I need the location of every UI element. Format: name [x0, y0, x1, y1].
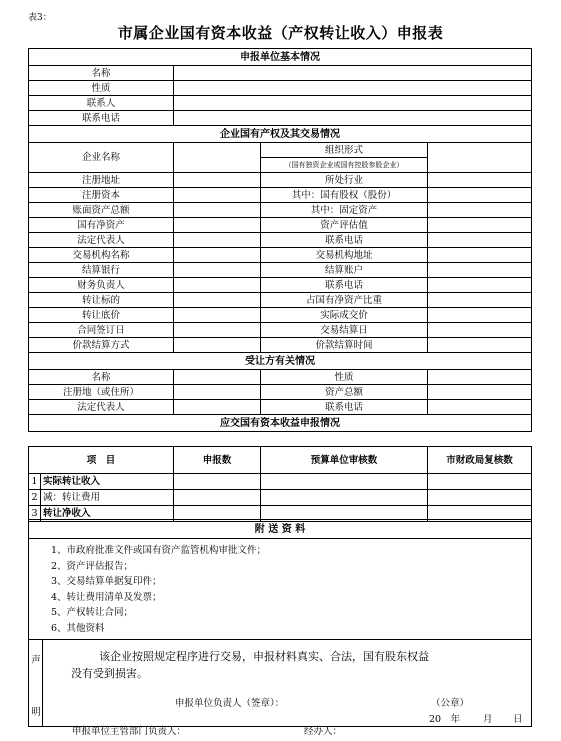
equity-label-left: 注册地址 — [29, 173, 174, 188]
section-revenue-title: 应交国有资本收益申报情况 — [29, 415, 532, 432]
transferee-value-left[interactable] — [174, 370, 261, 385]
revenue-declared-value[interactable] — [174, 490, 261, 506]
transferee-label-left: 法定代表人 — [29, 400, 174, 415]
equity-label-right: 交易结算日 — [261, 323, 428, 338]
basic-info-value[interactable] — [174, 111, 532, 126]
date-month: 月 — [483, 714, 493, 725]
transferee-label-right: 联系电话 — [261, 400, 428, 415]
equity-label-left: 结算银行 — [29, 263, 174, 278]
revenue-item-label: 减：转让费用 — [41, 490, 174, 506]
equity-label-left: 法定代表人 — [29, 233, 174, 248]
basic-info-value[interactable] — [174, 81, 532, 96]
attachments-list — [29, 539, 532, 640]
table-number-tag: 表3： — [28, 13, 52, 23]
attachment-item: 3、交易结算单据复印件； — [51, 576, 162, 587]
declaration-body — [43, 640, 532, 727]
revenue-item-number: 3 — [29, 506, 41, 522]
revenue-finance-review-value[interactable] — [428, 490, 532, 506]
date-day: 日 — [513, 714, 523, 725]
equity-label-left: 转让标的 — [29, 293, 174, 308]
equity-label-right: 资产评估值 — [261, 218, 428, 233]
transferee-label-left: 注册地（或住所） — [29, 385, 174, 400]
revenue-table — [28, 446, 532, 522]
revenue-budget-review-value[interactable] — [261, 474, 428, 490]
official-seal-label: （公章） — [431, 698, 470, 709]
equity-value-left[interactable] — [174, 173, 261, 188]
transferee-value-right[interactable] — [428, 370, 532, 385]
equity-label-left: 价款结算方式 — [29, 338, 174, 353]
revenue-item-label: 转让净收入 — [41, 506, 174, 522]
transferee-value-left[interactable] — [174, 385, 261, 400]
equity-value-right[interactable] — [428, 338, 532, 353]
equity-label-right: 结算账户 — [261, 263, 428, 278]
equity-label-right: 联系电话 — [261, 233, 428, 248]
equity-value-right[interactable] — [428, 173, 532, 188]
equity-label-left: 注册资本 — [29, 188, 174, 203]
basic-info-value[interactable] — [174, 96, 532, 111]
equity-value-right[interactable] — [428, 293, 532, 308]
equity-label-right: 所处行业 — [261, 173, 428, 188]
label-enterprise-name: 企业名称 — [29, 143, 174, 173]
header-item: 项 目 — [29, 447, 174, 474]
revenue-item-label: 实际转让收入 — [41, 474, 174, 490]
equity-value-left[interactable] — [174, 278, 261, 293]
date-year: 20 年 — [429, 714, 461, 725]
header-declared: 申报数 — [174, 447, 261, 474]
label-org-form: 组织形式 — [261, 143, 428, 158]
attachments-title: 附 送 资 料 — [29, 520, 532, 539]
equity-label-right: 占国有净资产比重 — [261, 293, 428, 308]
footer-handler-label: 经办人： — [304, 726, 343, 737]
transferee-value-left[interactable] — [174, 400, 261, 415]
equity-label-right: 实际成交价 — [261, 308, 428, 323]
header-finance-review: 市财政局复核数 — [428, 447, 532, 474]
equity-label-left: 交易机构名称 — [29, 248, 174, 263]
attachment-item: 2、资产评估报告； — [51, 560, 134, 572]
transferee-value-right[interactable] — [428, 400, 532, 415]
equity-value-left[interactable] — [174, 338, 261, 353]
equity-value-right[interactable] — [428, 263, 532, 278]
form-table-main — [28, 48, 532, 432]
equity-label-right: 其中：固定资产 — [261, 203, 428, 218]
declaration-side — [29, 640, 43, 727]
basic-info-label: 联系人 — [29, 96, 174, 111]
equity-value-right[interactable] — [428, 233, 532, 248]
equity-label-right: 价款结算时间 — [261, 338, 428, 353]
declaration-side-bottom: 明 — [31, 707, 41, 718]
value-enterprise-name[interactable] — [174, 143, 261, 173]
equity-value-left[interactable] — [174, 308, 261, 323]
equity-value-left[interactable] — [174, 233, 261, 248]
revenue-item-number: 1 — [29, 474, 41, 490]
equity-label-left: 账面资产总额 — [29, 203, 174, 218]
declaration-text-line1: 该企业按照规定程序进行交易，申报材料真实、合法，国有股东权益 — [99, 650, 429, 663]
basic-info-label: 性质 — [29, 81, 174, 96]
attachment-item: 6、其他资料 — [51, 622, 105, 634]
equity-value-right[interactable] — [428, 278, 532, 293]
label-org-form-note: （国有独资企业或国有控股参股企业） — [261, 158, 428, 173]
equity-label-left: 合同签订日 — [29, 323, 174, 338]
value-org-form[interactable] — [428, 143, 532, 173]
equity-value-right[interactable] — [428, 248, 532, 263]
section-transferee-title: 受让方有关情况 — [29, 353, 532, 370]
declaration-side-top: 声 — [31, 655, 41, 666]
basic-info-value[interactable] — [174, 66, 532, 81]
transferee-label-right: 性质 — [261, 370, 428, 385]
section-basic-info-title: 申报单位基本情况 — [29, 49, 532, 66]
equity-value-left[interactable] — [174, 293, 261, 308]
equity-value-right[interactable] — [428, 203, 532, 218]
equity-label-right: 联系电话 — [261, 278, 428, 293]
footer-supervisor-label: 申报单位主管部门负责人： — [72, 726, 187, 737]
declaration-text-line2: 没有受到损害。 — [71, 667, 148, 680]
signer-label: 申报单位负责人（签章）： — [175, 698, 285, 709]
header-budget-review: 预算单位审核数 — [261, 447, 428, 474]
equity-value-right[interactable] — [428, 323, 532, 338]
section-equity-title: 企业国有产权及其交易情况 — [29, 126, 532, 143]
equity-value-right[interactable] — [428, 218, 532, 233]
attachment-item: 5、产权转让合同； — [51, 607, 134, 618]
transferee-label-left: 名称 — [29, 370, 174, 385]
transferee-value-right[interactable] — [428, 385, 532, 400]
equity-value-right[interactable] — [428, 188, 532, 203]
revenue-declared-value[interactable] — [174, 474, 261, 490]
revenue-item-number: 2 — [29, 490, 41, 506]
equity-value-left[interactable] — [174, 218, 261, 233]
attachments-table — [28, 519, 532, 727]
basic-info-label: 名称 — [29, 66, 174, 81]
equity-value-left[interactable] — [174, 248, 261, 263]
equity-value-left[interactable] — [174, 323, 261, 338]
equity-value-left[interactable] — [174, 263, 261, 278]
equity-label-right: 交易机构地址 — [261, 248, 428, 263]
equity-label-right: 其中：国有股权（股份） — [261, 188, 428, 203]
attachment-item: 1、市政府批准文件或国有资产监管机构审批文件； — [51, 545, 267, 556]
equity-label-left: 转让底价 — [29, 308, 174, 323]
transferee-label-right: 资产总额 — [261, 385, 428, 400]
equity-value-left[interactable] — [174, 188, 261, 203]
equity-label-left: 财务负责人 — [29, 278, 174, 293]
equity-value-right[interactable] — [428, 308, 532, 323]
attachment-item: 4、转让费用清单及发票； — [51, 591, 162, 603]
basic-info-label: 联系电话 — [29, 111, 174, 126]
equity-value-left[interactable] — [174, 203, 261, 218]
revenue-budget-review-value[interactable] — [261, 490, 428, 506]
equity-label-left: 国有净资产 — [29, 218, 174, 233]
revenue-finance-review-value[interactable] — [428, 474, 532, 490]
page-title: 市属企业国有资本收益（产权转让收入）申报表 — [117, 24, 444, 42]
